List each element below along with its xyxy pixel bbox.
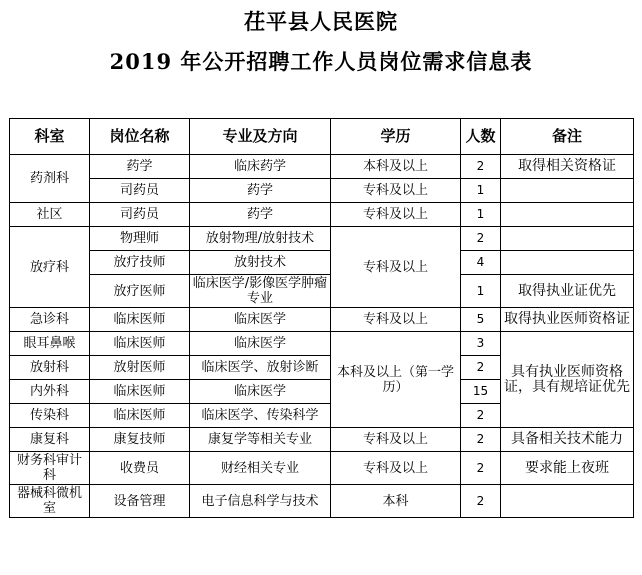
cell-count: 1 — [461, 203, 501, 227]
table-row — [10, 179, 634, 203]
cell-dept: 内外科 — [10, 380, 90, 404]
cell-dept: 放疗科 — [10, 227, 90, 308]
cell-note — [501, 179, 634, 203]
cell-education: 专科及以上 — [331, 179, 461, 203]
cell-dept: 急诊科 — [10, 308, 90, 332]
cell-major: 放射技术 — [190, 251, 331, 275]
cell-position: 放疗医师 — [90, 275, 190, 308]
cell-note: 取得执业医师资格证 — [501, 308, 634, 332]
cell-major: 临床药学 — [190, 155, 331, 179]
header-position: 岗位名称 — [90, 119, 190, 155]
cell-major: 临床医学/影像医学肿瘤专业 — [190, 275, 331, 308]
cell-position: 物理师 — [90, 227, 190, 251]
cell-note: 具有执业医师资格证，具有规培证优先 — [501, 332, 634, 428]
cell-position: 康复技师 — [90, 428, 190, 452]
cell-position: 临床医师 — [90, 308, 190, 332]
cell-position: 设备管理 — [90, 485, 190, 518]
header-note: 备注 — [501, 119, 634, 155]
cell-count: 2 — [461, 404, 501, 428]
cell-dept: 眼耳鼻喉 — [10, 332, 90, 356]
table-row — [10, 452, 634, 485]
cell-education: 专科及以上 — [331, 203, 461, 227]
cell-dept: 传染科 — [10, 404, 90, 428]
cell-count: 2 — [461, 155, 501, 179]
cell-major: 临床医学、传染科学 — [190, 404, 331, 428]
cell-dept: 药剂科 — [10, 155, 90, 203]
cell-major: 药学 — [190, 179, 331, 203]
cell-count: 2 — [461, 356, 501, 380]
header-count: 人数 — [461, 119, 501, 155]
table-row — [10, 332, 634, 356]
cell-note — [501, 251, 634, 275]
cell-major: 放射物理/放射技术 — [190, 227, 331, 251]
cell-position: 临床医师 — [90, 404, 190, 428]
cell-note — [501, 227, 634, 251]
cell-dept: 器械科微机室 — [10, 485, 90, 518]
cell-major: 临床医学、放射诊断 — [190, 356, 331, 380]
header-major: 专业及方向 — [190, 119, 331, 155]
cell-education: 专科及以上 — [331, 452, 461, 485]
table-row — [10, 485, 634, 518]
cell-position: 司药员 — [90, 179, 190, 203]
cell-note — [501, 485, 634, 518]
header-dept: 科室 — [10, 119, 90, 155]
cell-dept: 财务科审计科 — [10, 452, 90, 485]
cell-note: 要求能上夜班 — [501, 452, 634, 485]
cell-note: 具备相关技术能力 — [501, 428, 634, 452]
cell-major: 临床医学 — [190, 380, 331, 404]
cell-position: 收费员 — [90, 452, 190, 485]
cell-note: 取得执业证优先 — [501, 275, 634, 308]
table-row — [10, 308, 634, 332]
cell-note — [501, 203, 634, 227]
cell-dept: 社区 — [10, 203, 90, 227]
cell-education: 专科及以上 — [331, 308, 461, 332]
cell-education: 本科及以上 — [331, 155, 461, 179]
cell-education: 专科及以上 — [331, 227, 461, 308]
cell-position: 放疗技师 — [90, 251, 190, 275]
cell-education: 专科及以上 — [331, 428, 461, 452]
cell-count: 2 — [461, 485, 501, 518]
cell-count: 2 — [461, 428, 501, 452]
cell-position: 临床医师 — [90, 380, 190, 404]
cell-count: 5 — [461, 308, 501, 332]
document-subtitle: 2019 年公开招聘工作人员岗位需求信息表 — [109, 49, 533, 74]
cell-position: 放射医师 — [90, 356, 190, 380]
cell-count: 3 — [461, 332, 501, 356]
cell-education: 本科 — [331, 485, 461, 518]
cell-count: 15 — [461, 380, 501, 404]
cell-major: 康复学等相关专业 — [190, 428, 331, 452]
cell-position: 药学 — [90, 155, 190, 179]
cell-dept: 放射科 — [10, 356, 90, 380]
table-row — [10, 275, 634, 308]
cell-count: 2 — [461, 227, 501, 251]
cell-count: 1 — [461, 179, 501, 203]
table-row — [10, 203, 634, 227]
cell-position: 司药员 — [90, 203, 190, 227]
cell-major: 临床医学 — [190, 308, 331, 332]
cell-count: 4 — [461, 251, 501, 275]
table-header-row — [10, 119, 634, 155]
cell-major: 电子信息科学与技术 — [190, 485, 331, 518]
table-row — [10, 428, 634, 452]
cell-major: 药学 — [190, 203, 331, 227]
table-row — [10, 251, 634, 275]
document-title: 茌平县人民医院 — [244, 9, 398, 34]
header-education: 学历 — [331, 119, 461, 155]
table-row — [10, 227, 634, 251]
cell-dept: 康复科 — [10, 428, 90, 452]
cell-position: 临床医师 — [90, 332, 190, 356]
cell-education: 本科及以上（第一学历） — [331, 332, 461, 428]
cell-major: 临床医学 — [190, 332, 331, 356]
cell-count: 2 — [461, 452, 501, 485]
job-requirements-table — [9, 118, 634, 518]
cell-count: 1 — [461, 275, 501, 308]
cell-major: 财经相关专业 — [190, 452, 331, 485]
cell-note: 取得相关资格证 — [501, 155, 634, 179]
table-row — [10, 155, 634, 179]
